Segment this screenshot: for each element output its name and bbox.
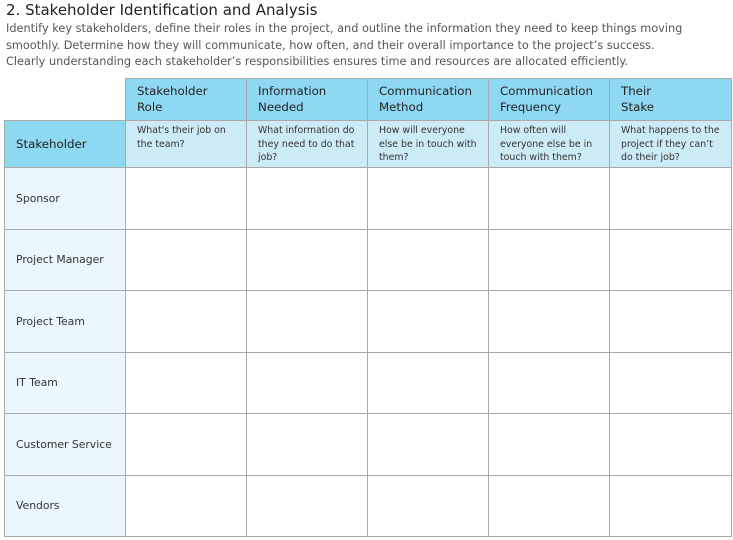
column-header-line: Communication — [379, 84, 472, 98]
table-cell[interactable] — [126, 475, 247, 537]
table-row — [5, 168, 732, 230]
column-header-information-needed — [247, 79, 368, 121]
table-cell[interactable] — [247, 414, 368, 476]
page-title: 2. Stakeholder Identification and Analysis — [6, 1, 318, 19]
table-cell[interactable] — [368, 475, 489, 537]
column-header-communication-frequency — [489, 79, 610, 121]
table-cell[interactable] — [368, 352, 489, 414]
intro-line: Clearly understanding each stakeholder’s responsibilities ensures time and resources are allocated efficiently. — [6, 55, 629, 68]
table-cell[interactable] — [247, 229, 368, 291]
intro-line: Identify key stakeholders, define their roles in the project, and outline the information they need to keep things moving — [6, 22, 683, 35]
table-cell[interactable] — [247, 291, 368, 353]
table-cell[interactable] — [610, 414, 732, 476]
table-row — [5, 352, 732, 414]
table-cell[interactable] — [368, 414, 489, 476]
table-cell[interactable] — [489, 414, 610, 476]
row-label-sponsor: Sponsor — [5, 168, 126, 230]
column-header-line: Needed — [258, 100, 304, 114]
table-cell[interactable] — [247, 352, 368, 414]
table-cell[interactable] — [126, 168, 247, 230]
table-row — [5, 291, 732, 353]
table-cell[interactable] — [126, 352, 247, 414]
table-cell[interactable] — [610, 168, 732, 230]
column-header-line: Method — [379, 100, 424, 114]
stakeholder-table — [4, 78, 732, 537]
column-header-communication-method — [368, 79, 489, 121]
column-header-line: Communication — [500, 84, 593, 98]
table-cell[interactable] — [610, 352, 732, 414]
table-cell[interactable] — [247, 475, 368, 537]
column-header-their-stake — [610, 79, 732, 121]
table-row — [5, 414, 732, 476]
table-cell[interactable] — [489, 475, 610, 537]
hint-communication-frequency: How often will everyone else be in touch with them? — [489, 121, 610, 168]
column-header-line: Frequency — [500, 100, 561, 114]
column-header-row — [5, 79, 732, 121]
table-cell[interactable] — [489, 229, 610, 291]
table-cell[interactable] — [489, 352, 610, 414]
hint-communication-method: How will everyone else be in touch with them? — [368, 121, 489, 168]
table-row — [5, 475, 732, 537]
column-header-line: Stake — [621, 100, 655, 114]
hint-information-needed: What information do they need to do that job? — [247, 121, 368, 168]
table-cell[interactable] — [126, 229, 247, 291]
column-header-stakeholder-role — [126, 79, 247, 121]
table-cell[interactable] — [610, 229, 732, 291]
column-header-line: Role — [137, 100, 163, 114]
intro-text — [6, 21, 728, 71]
row-label-project-manager: Project Manager — [5, 229, 126, 291]
table-cell[interactable] — [126, 291, 247, 353]
table-cell[interactable] — [610, 475, 732, 537]
table-cell[interactable] — [610, 291, 732, 353]
row-label-customer-service: Customer Service — [5, 414, 126, 476]
row-label-it-team: IT Team — [5, 352, 126, 414]
intro-line: smoothly. Determine how they will communicate, how often, and their overall importance to the project’s success. — [6, 38, 655, 52]
table-row — [5, 229, 732, 291]
table-cell[interactable] — [368, 291, 489, 353]
hint-row — [5, 121, 732, 168]
table-cell[interactable] — [247, 168, 368, 230]
table-corner — [5, 79, 126, 121]
table-cell[interactable] — [368, 168, 489, 230]
table-cell[interactable] — [489, 291, 610, 353]
table-cell[interactable] — [126, 414, 247, 476]
column-header-line: Their — [621, 84, 652, 98]
table-cell[interactable] — [489, 168, 610, 230]
hint-their-stake: What happens to the project if they can’t do their job? — [610, 121, 732, 168]
hint-stakeholder-role: What's their job on the team? — [126, 121, 247, 168]
stakeholder-column-header: Stakeholder — [5, 121, 126, 168]
column-header-line: Information — [258, 84, 327, 98]
table-cell[interactable] — [368, 229, 489, 291]
row-label-vendors: Vendors — [5, 475, 126, 537]
column-header-line: Stakeholder — [137, 84, 208, 98]
row-label-project-team: Project Team — [5, 291, 126, 353]
